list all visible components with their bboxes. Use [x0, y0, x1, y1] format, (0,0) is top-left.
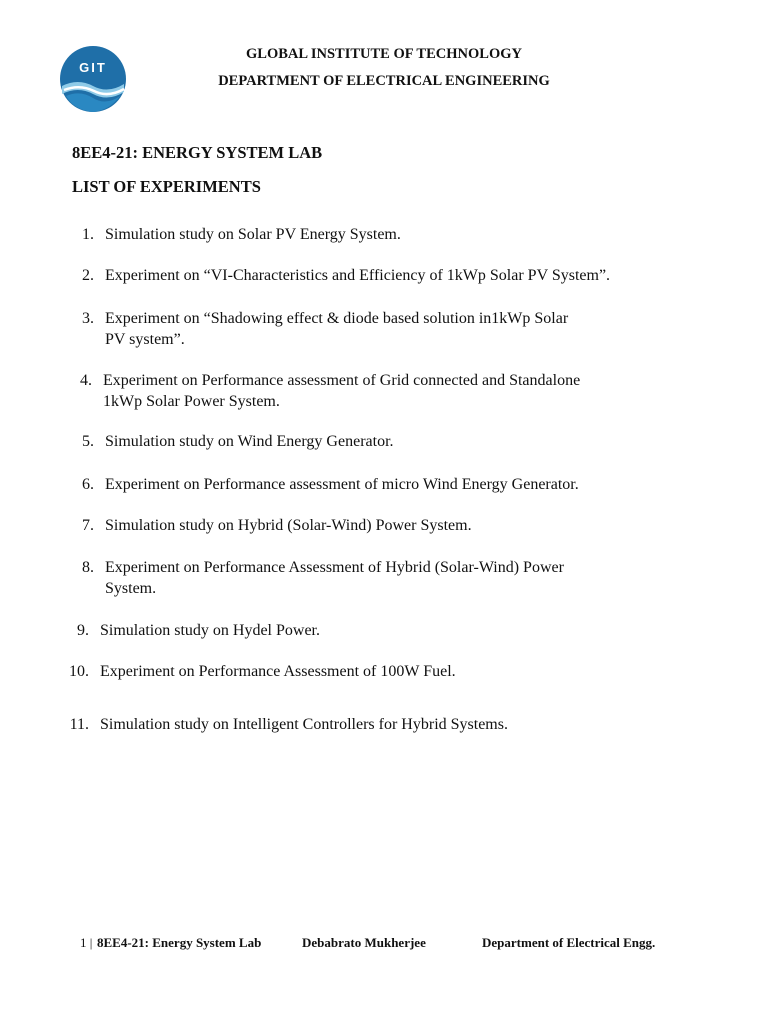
list-item: Experiment on “Shadowing effect & diode based solution in1kWp Solar PV system”.	[105, 310, 569, 348]
page-number: 1 |	[80, 935, 93, 950]
list-item: Simulation study on Hybrid (Solar-Wind) Power System.	[105, 517, 472, 534]
experiment-number: 2.	[82, 267, 94, 284]
experiment-number: 11.	[69, 716, 89, 733]
experiment-number: 4.	[80, 372, 92, 389]
experiment-number: 3.	[82, 310, 94, 327]
logo-text: GIT	[79, 60, 107, 75]
footer-department: Department of Electrical Engg.	[482, 935, 656, 950]
experiment-number: 5.	[82, 433, 94, 450]
experiment-number: 10.	[69, 663, 89, 680]
institute-name: GLOBAL INSTITUTE OF TECHNOLOGY	[246, 46, 522, 62]
experiment-number: 6.	[82, 476, 94, 493]
list-item: Simulation study on Intelligent Controllers for Hybrid Systems.	[100, 716, 508, 733]
list-title: LIST OF EXPERIMENTS	[72, 177, 261, 196]
footer-author: Debabrato Mukherjee	[302, 935, 426, 950]
experiment-number: 9.	[77, 622, 89, 639]
list-item: Simulation study on Wind Energy Generator.	[105, 433, 394, 450]
list-item: Experiment on Performance assessment of micro Wind Energy Generator.	[105, 476, 579, 493]
experiment-number: 1.	[82, 226, 94, 243]
experiment-number: 7.	[82, 517, 94, 534]
list-item: Simulation study on Hydel Power.	[100, 622, 320, 639]
course-title: 8EE4-21: ENERGY SYSTEM LAB	[72, 143, 323, 162]
list-item: Experiment on Performance assessment of Grid connected and Standalone 1kWp Solar Power System.	[103, 372, 581, 410]
list-item: Simulation study on Solar PV Energy System.	[105, 226, 401, 243]
list-item: Experiment on Performance Assessment of 100W Fuel.	[100, 663, 456, 680]
department-name: DEPARTMENT OF ELECTRICAL ENGINEERING	[218, 73, 550, 89]
experiment-number: 8.	[82, 559, 94, 576]
list-item: Experiment on Performance Assessment of Hybrid (Solar-Wind) Power System.	[105, 559, 564, 597]
list-item: Experiment on “VI-Characteristics and Efficiency of 1kWp Solar PV System”.	[105, 267, 611, 284]
footer-course: 8EE4-21: Energy System Lab	[97, 935, 262, 950]
